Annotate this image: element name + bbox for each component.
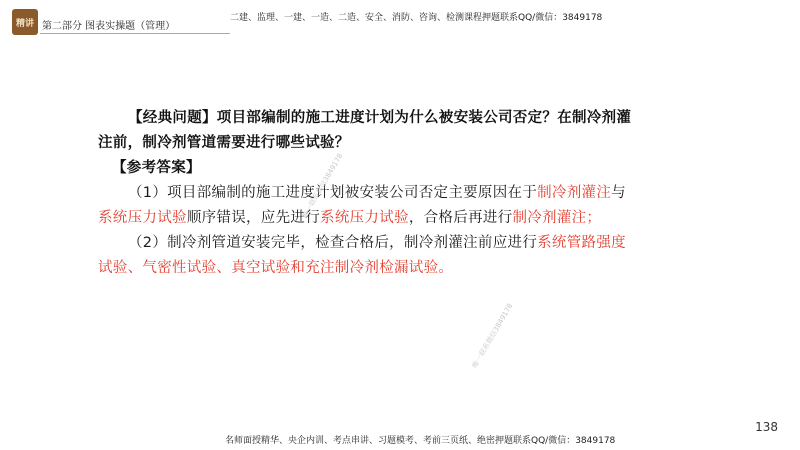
watermark: 唯一联系微信3849178 bbox=[470, 302, 515, 370]
answer-1-highlight-1: 制冷剂灌注 bbox=[537, 185, 612, 201]
answer-2 bbox=[98, 231, 638, 281]
answer-1-highlight-3: 系统压力试验 bbox=[320, 210, 409, 226]
watermark: 唯一联系微信3849178 bbox=[300, 152, 345, 220]
answer-1-mid-1: 与 bbox=[611, 185, 626, 201]
header-divider bbox=[40, 33, 230, 34]
slide-header bbox=[0, 0, 800, 44]
answer-2-prefix: （2）制冷剂管道安装完毕，检查合格后，制冷剂灌注前应进行 bbox=[128, 235, 538, 251]
page-number: 138 bbox=[755, 420, 778, 434]
answer-1-prefix: （1）项目部编制的施工进度计划被安装公司否定主要原因在于 bbox=[128, 185, 538, 201]
answer-1-mid-3: ，合格后再进行 bbox=[408, 210, 513, 226]
answer-2-highlight: 系统管路强度试验、气密性试验、真空试验和充注制冷剂检漏试验。 bbox=[98, 235, 626, 276]
brand-logo: 精讲 bbox=[12, 9, 38, 35]
section-label: 第二部分 图表实操题（管理） bbox=[42, 21, 176, 32]
answer-1-mid-2: 顺序错误，应先进行 bbox=[186, 210, 321, 226]
bottom-promo-text: 名师面授精华、央企内训、考点串讲、习题模考、考前三页纸、绝密押题联系QQ/微信：3849178 bbox=[225, 436, 616, 446]
top-promo-text: 二建、监理、一建、一造、二造、安全、消防、咨询、检测课程押题联系QQ/微信：3849178 bbox=[230, 13, 603, 23]
answer-1-highlight-2: 系统压力试验 bbox=[98, 210, 187, 226]
answer-1 bbox=[98, 181, 638, 231]
answer-title: 【参考答案】 bbox=[112, 160, 201, 176]
answer-1-highlight-4: 制冷剂灌注； bbox=[512, 210, 602, 226]
question-text: 【经典问题】项目部编制的施工进度计划为什么被安装公司否定？在制冷剂灌注前，制冷剂管道需要进行哪些试验？ bbox=[98, 110, 632, 151]
slide-content bbox=[98, 106, 638, 281]
